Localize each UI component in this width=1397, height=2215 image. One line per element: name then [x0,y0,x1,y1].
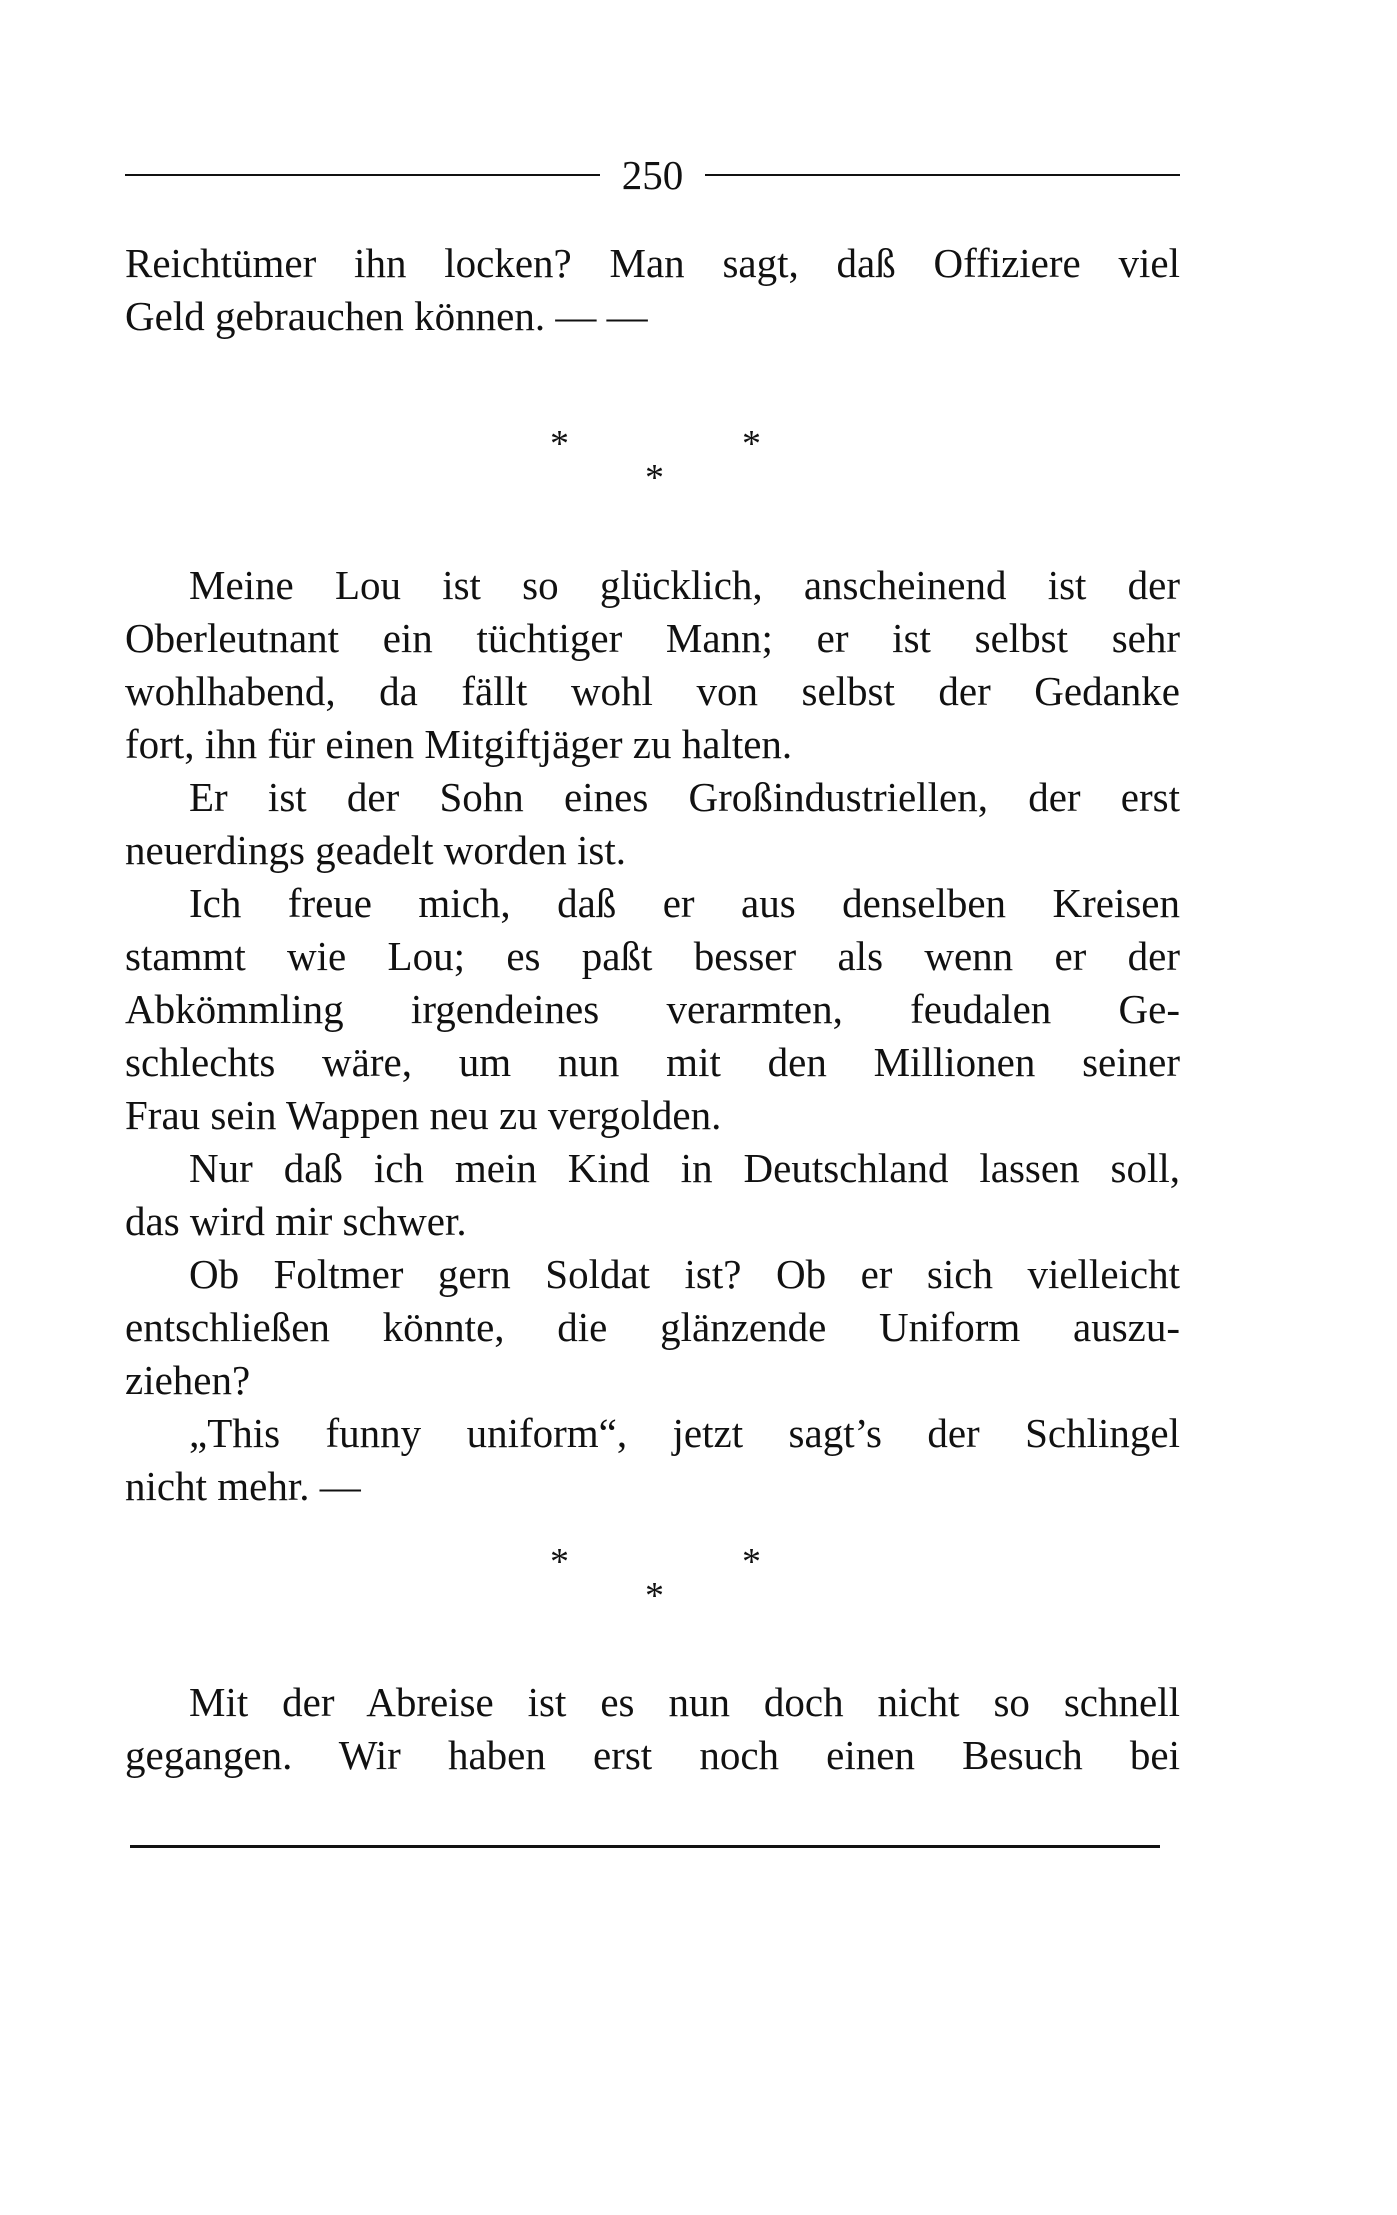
asterisk: * [742,423,761,465]
text-line: Reichtümer ihn locken? Man sagt, daß Offiziere viel [125,240,1180,286]
header-rule-left [125,174,600,176]
asterisk: * [645,1575,664,1617]
text-line: Meine Lou ist so glücklich, anscheinend ist der [189,562,1180,608]
page-number: 250 [621,151,684,198]
text-line: gegangen. Wir haben erst noch einen Besuch bei [125,1732,1180,1778]
paragraph [125,1142,1180,1248]
asterisk: * [645,457,664,499]
text-line: Ob Foltmer gern Soldat ist? Ob er sich vielleicht [189,1251,1180,1297]
main-section [125,559,1180,1513]
text-line: Nur daß ich mein Kind in Deutschland lassen soll, [189,1145,1180,1191]
text-line: nicht mehr. — [125,1463,361,1509]
text-line: neuerdings geadelt worden ist. [125,827,626,873]
page-header [125,145,1180,205]
asterisk: * [742,1541,761,1583]
section-separator [0,1541,1397,1617]
closing-paragraph [125,1676,1180,1782]
footer-rule [130,1845,1160,1848]
section-separator [0,423,1397,499]
text-line: fort, ihn für einen Mitgiftjäger zu halten. [125,721,793,767]
paragraph [125,559,1180,771]
text-line: schlechts wäre, um nun mit den Millionen seiner [125,1039,1180,1085]
text-line: Er ist der Sohn eines Großindustriellen, der erst [189,774,1180,820]
text-line: Oberleutnant ein tüchtiger Mann; er ist selbst sehr [125,615,1180,661]
text-line: ziehen? [125,1357,251,1403]
paragraph [125,1248,1180,1407]
text-line: stammt wie Lou; es paßt besser als wenn er der [125,933,1180,979]
text-line: das wird mir schwer. [125,1198,467,1244]
asterisk: * [550,1541,569,1583]
text-line: entschließen könnte, die glänzende Uniform auszu- [125,1304,1180,1350]
continuation-paragraph [125,237,1180,343]
text-line: Ich freue mich, daß er aus denselben Kreisen [189,880,1180,926]
asterisk: * [550,423,569,465]
text-line: wohlhabend, da fällt wohl von selbst der Gedanke [125,668,1180,714]
text-line: „This funny uniform“, jetzt sagt’s der Schlingel [189,1410,1180,1456]
paragraph [125,877,1180,1142]
text-line: Geld gebrauchen können. — — [125,293,648,339]
header-rule-right [705,174,1180,176]
paragraph [125,1407,1180,1513]
text-line: Mit der Abreise ist es nun doch nicht so schnell [189,1679,1180,1725]
text-line: Frau sein Wappen neu zu vergolden. [125,1092,722,1138]
text-line: Abkömmling irgendeines verarmten, feudalen Ge- [125,986,1180,1032]
paragraph [125,771,1180,877]
